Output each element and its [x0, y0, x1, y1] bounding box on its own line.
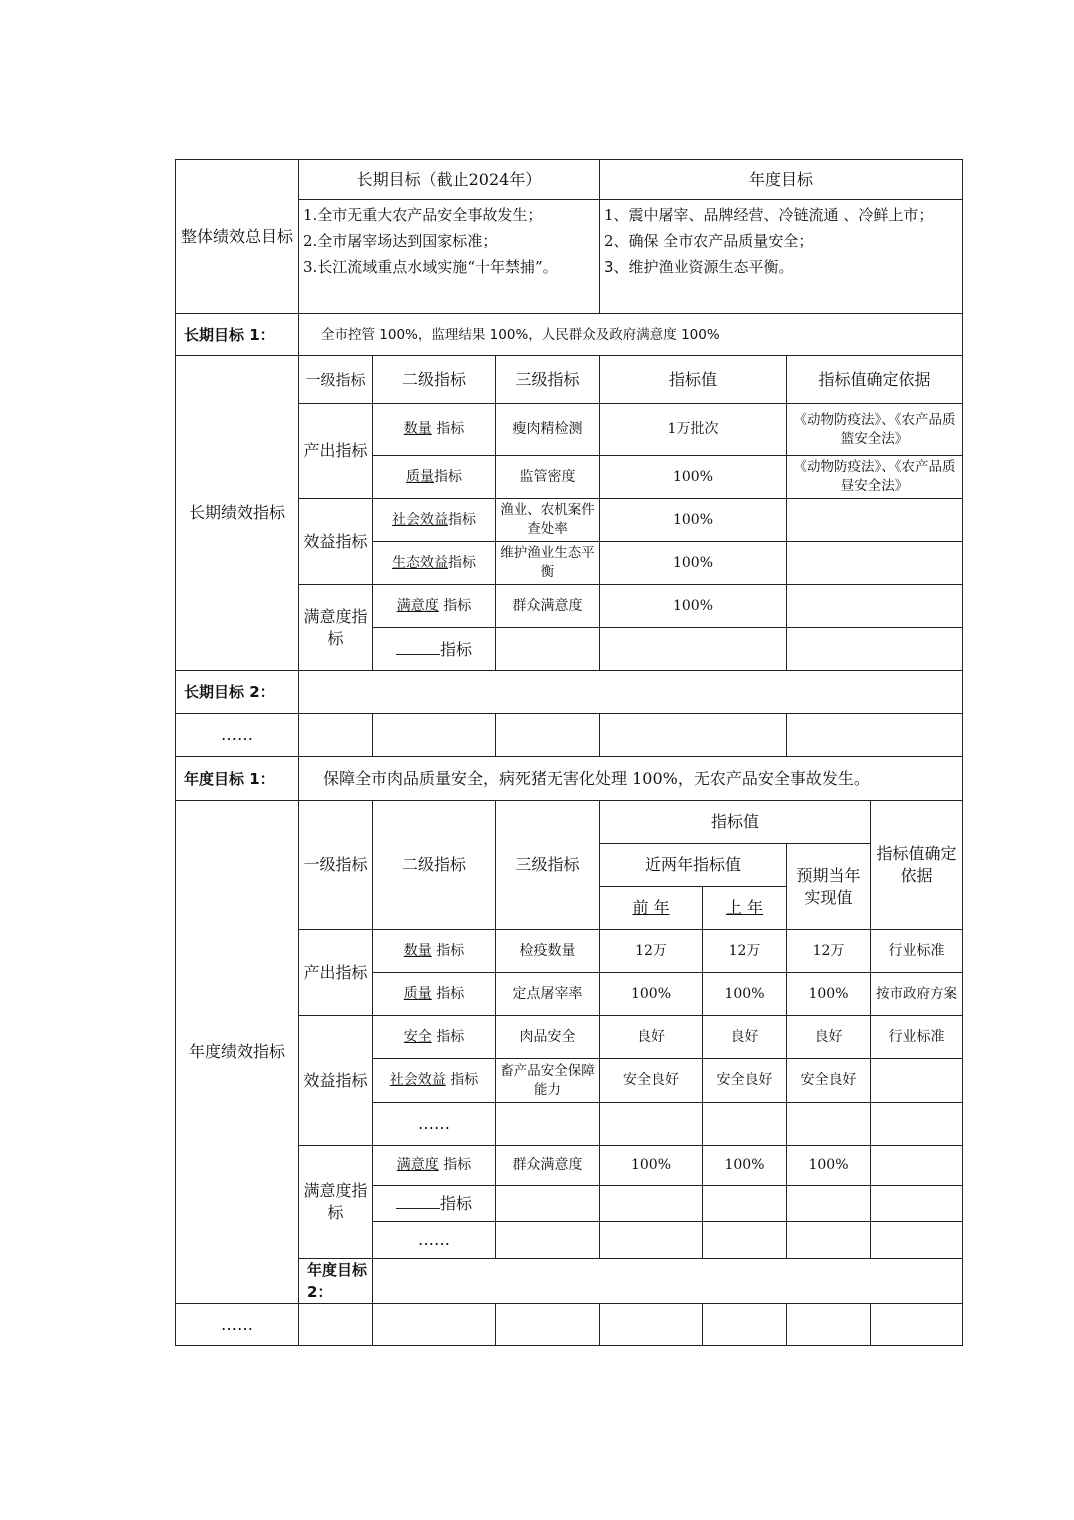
- empty-cell: [496, 1103, 600, 1146]
- value-cell: 100%: [600, 542, 787, 585]
- level2-underlined: 数量: [403, 421, 432, 437]
- basis-cell: [787, 585, 963, 628]
- header-expected: 预期当年实现值: [787, 844, 871, 930]
- last-year-label: 上 年: [725, 898, 764, 917]
- value-before-last: 12万: [600, 930, 703, 973]
- empty-cell: [787, 1304, 871, 1346]
- level2-suffix: 指标: [436, 1028, 465, 1045]
- long-term-goal-item: 3.长江流域重点水域实施“十年禁捕”。: [303, 258, 558, 276]
- level2-underlined: 数量: [403, 942, 432, 959]
- empty-cell: [871, 1304, 963, 1346]
- level3-cell: 畜产品安全保障能力: [496, 1059, 600, 1103]
- level2-suffix: 指标: [436, 421, 465, 437]
- level2-cell: [373, 1059, 496, 1103]
- annual-goal-2-text: [373, 1259, 963, 1304]
- basis-cell: [871, 1146, 963, 1186]
- level2-suffix: 指标: [439, 639, 472, 659]
- header-value: 指标值: [600, 801, 871, 844]
- basis-cell: 按市政府方案: [871, 973, 963, 1016]
- empty-cell: [373, 1304, 496, 1346]
- level2-suffix: 指标: [448, 554, 476, 571]
- annual-goal-item: 3、维护渔业资源生态平衡。: [604, 258, 794, 276]
- header-level3: 三级指标: [496, 356, 600, 404]
- blank-underline: [396, 1192, 440, 1209]
- level2-cell: [373, 456, 496, 499]
- value-cell: 100%: [600, 585, 787, 628]
- value-before-last: 100%: [600, 973, 703, 1016]
- value-before-last: 良好: [600, 1016, 703, 1059]
- basis-cell: [871, 1059, 963, 1103]
- basis-cell: [787, 542, 963, 585]
- long-term-goal-item: 2.全市屠宰场达到国家标准；: [303, 232, 498, 250]
- blank-underline: [396, 638, 440, 655]
- level2-underlined: 社会效益: [392, 511, 448, 528]
- basis-cell: [871, 1186, 963, 1222]
- level3-cell: 群众满意度: [496, 585, 600, 628]
- value-cell: 100%: [600, 456, 787, 499]
- group-benefit: 效益指标: [299, 499, 373, 585]
- header-before-last-year: [600, 887, 703, 930]
- long-term-goal-2-text: [299, 671, 963, 714]
- level2-underlined: 质量: [403, 985, 432, 1002]
- empty-cell: [871, 1222, 963, 1259]
- level2-suffix: 指标: [448, 511, 476, 528]
- basis-cell: 行业标准: [871, 1016, 963, 1059]
- value-expected: 100%: [787, 973, 871, 1016]
- value-cell: 1万批次: [600, 404, 787, 456]
- level2-cell: [373, 585, 496, 628]
- before-last-year-label: 前 年: [632, 898, 670, 917]
- empty-cell: [496, 1222, 600, 1259]
- empty-cell: [600, 714, 787, 757]
- header-value: 指标值: [600, 356, 787, 404]
- basis-cell: [787, 628, 963, 671]
- level2-cell: [373, 1146, 496, 1186]
- group-output: 产出指标: [299, 930, 373, 1016]
- value-cell: 100%: [600, 499, 787, 542]
- empty-cell: [496, 1304, 600, 1346]
- long-term-goal-1-label: 长期目标 1：: [176, 314, 299, 356]
- value-expected: 12万: [787, 930, 871, 973]
- annual-goal-content: [600, 200, 963, 314]
- level3-cell: 维护渔业生态平衡: [496, 542, 600, 585]
- level2-suffix: 指标: [436, 942, 465, 959]
- value-cell: [600, 628, 787, 671]
- header-basis: 指标值确定依据: [787, 356, 963, 404]
- empty-cell: [600, 1304, 703, 1346]
- level2-suffix: 指标: [439, 1194, 472, 1213]
- level2-suffix: 指标: [443, 597, 472, 614]
- value-before-last: 安全良好: [600, 1059, 703, 1103]
- level3-cell: 肉品安全: [496, 1016, 600, 1059]
- performance-target-table: [175, 159, 963, 1346]
- value-before-last: 100%: [600, 1146, 703, 1186]
- long-term-goal-item: 1.全市无重大农产品安全事故发生；: [303, 206, 543, 224]
- annual-goal-item: 2、确保 全市农产品质量安全；: [604, 232, 814, 250]
- header-basis: 指标值确定依据: [871, 801, 963, 930]
- empty-cell: [703, 1222, 787, 1259]
- level2-cell: [373, 1016, 496, 1059]
- header-level3: 三级指标: [496, 801, 600, 930]
- value-last: 12万: [703, 930, 787, 973]
- basis-cell: [787, 499, 963, 542]
- long-term-perf-label: 长期绩效指标: [176, 356, 299, 671]
- empty-cell: [787, 1103, 871, 1146]
- empty-cell: [787, 1222, 871, 1259]
- level2-underlined: 生态效益: [392, 554, 448, 571]
- level2-underlined: 满意度: [396, 1157, 439, 1173]
- header-level2: 二级指标: [373, 801, 496, 930]
- value-before-last: [600, 1186, 703, 1222]
- value-last: 100%: [703, 1146, 787, 1186]
- value-last: [703, 1186, 787, 1222]
- value-expected: 100%: [787, 1146, 871, 1186]
- level2-cell: [373, 628, 496, 671]
- level3-cell: [496, 628, 600, 671]
- empty-cell: [373, 714, 496, 757]
- group-satisfaction: 满意度指标: [299, 585, 373, 671]
- level2-cell: [373, 1186, 496, 1222]
- level2-cell: [373, 930, 496, 973]
- header-level1: 一级指标: [299, 801, 373, 930]
- level2-cell: [373, 499, 496, 542]
- long-term-goal-header: 长期目标（截止2024年）: [299, 160, 600, 200]
- ellipsis-cell: ……: [176, 1304, 299, 1346]
- level3-cell: 定点屠宰率: [496, 973, 600, 1016]
- level3-cell: 监管密度: [496, 456, 600, 499]
- long-term-goal-2-label: 长期目标 2：: [176, 671, 299, 714]
- empty-cell: [600, 1103, 703, 1146]
- ellipsis-cell: ……: [373, 1222, 496, 1259]
- value-expected: [787, 1186, 871, 1222]
- overall-goal-label: 整体绩效总目标: [176, 160, 299, 314]
- annual-goal-1-text: 保障全市肉品质量安全，病死猪无害化处理 100%，无农产品安全事故发生。: [299, 757, 963, 801]
- level3-cell: 群众满意度: [496, 1146, 600, 1186]
- level2-cell: [373, 404, 496, 456]
- empty-cell: [496, 714, 600, 757]
- level3-cell: [496, 1186, 600, 1222]
- level2-underlined: 社会效益: [389, 1072, 446, 1088]
- annual-goal-1-label: 年度目标 1：: [176, 757, 299, 801]
- level3-cell: 渔业、农机案件查处率: [496, 499, 600, 542]
- value-expected: 安全良好: [787, 1059, 871, 1103]
- basis-cell: 行业标准: [871, 930, 963, 973]
- annual-goal-item: 1、震中屠宰、品牌经营、冷链流通 、冷鲜上市；: [604, 206, 934, 224]
- level3-cell: 检疫数量: [496, 930, 600, 973]
- level3-cell: 瘦肉精检测: [496, 404, 600, 456]
- group-satisfaction: 满意度指标: [299, 1146, 373, 1259]
- annual-goal-header: 年度目标: [600, 160, 963, 200]
- group-output: 产出指标: [299, 404, 373, 499]
- empty-cell: [703, 1103, 787, 1146]
- value-expected: 良好: [787, 1016, 871, 1059]
- empty-cell: [871, 1103, 963, 1146]
- value-last: 良好: [703, 1016, 787, 1059]
- long-term-goal-content: [299, 200, 600, 314]
- annual-goal-2-label: 年度目标 2：: [299, 1259, 373, 1304]
- basis-cell: 《动物防疫法》、《农产品质篮安全法》: [787, 404, 963, 456]
- empty-cell: [600, 1222, 703, 1259]
- ellipsis-cell: ……: [176, 714, 299, 757]
- annual-perf-label: 年度绩效指标: [176, 801, 299, 1304]
- level2-suffix: 指标: [443, 1157, 472, 1173]
- level2-underlined: 安全: [403, 1028, 432, 1045]
- empty-cell: [299, 714, 373, 757]
- group-benefit: 效益指标: [299, 1016, 373, 1146]
- level2-underlined: 质量: [406, 468, 434, 485]
- level2-suffix: 指标: [450, 1072, 479, 1088]
- level2-underlined: 满意度: [396, 597, 439, 614]
- empty-cell: [299, 1304, 373, 1346]
- ellipsis-cell: ……: [373, 1103, 496, 1146]
- long-term-goal-1-text: 全市控管 100%，监理结果 100%，人民群众及政府满意度 100%: [299, 314, 963, 356]
- basis-cell: 《动物防疫法》、《农产品质昼安全法》: [787, 456, 963, 499]
- empty-cell: [787, 714, 963, 757]
- level2-suffix: 指标: [434, 468, 462, 485]
- value-last: 100%: [703, 973, 787, 1016]
- empty-cell: [703, 1304, 787, 1346]
- header-level1: 一级指标: [299, 356, 373, 404]
- level2-cell: [373, 542, 496, 585]
- value-last: 安全良好: [703, 1059, 787, 1103]
- header-recent-two-years: 近两年指标值: [600, 844, 787, 887]
- header-level2: 二级指标: [373, 356, 496, 404]
- level2-cell: [373, 973, 496, 1016]
- header-last-year: [703, 887, 787, 930]
- level2-suffix: 指标: [436, 985, 465, 1002]
